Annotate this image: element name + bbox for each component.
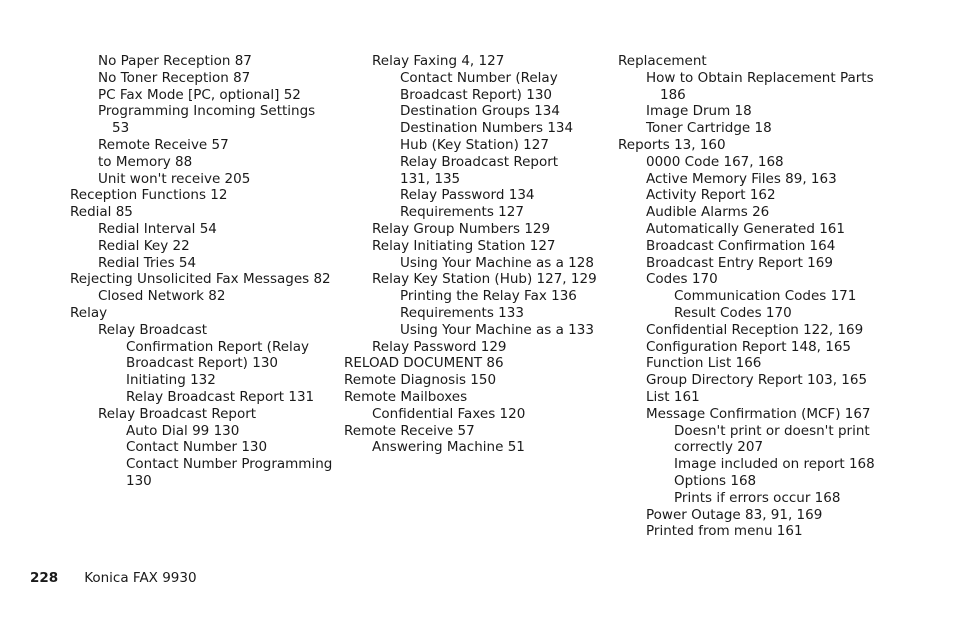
index-entry: Contact Number Programming <box>126 456 333 473</box>
index-entry: correctly 207 <box>674 439 764 456</box>
index-entry: Destination Numbers 134 <box>400 120 574 137</box>
index-entry: 53 <box>112 120 130 137</box>
index-entry: Relay Password 134 <box>400 187 535 204</box>
index-entry: Relay Broadcast Report <box>400 153 559 170</box>
index-entry: Audible Alarms 26 <box>646 204 770 221</box>
index-entry: List 161 <box>646 388 700 405</box>
index-column-1 <box>70 53 332 490</box>
index-entry: Redial Interval 54 <box>98 220 217 237</box>
index-entry: Broadcast Entry Report 169 <box>646 254 833 271</box>
index-entry: Broadcast Confirmation 164 <box>646 237 836 254</box>
index-entry: 130 <box>126 472 152 489</box>
index-entry: Result Codes 170 <box>674 304 792 321</box>
page-number: 228 <box>30 570 59 586</box>
index-entry: Requirements 133 <box>400 304 524 321</box>
index-entry: Programming Incoming Settings <box>98 103 316 120</box>
index-entry: Function List 166 <box>646 355 762 372</box>
index-entry: Activity Report 162 <box>646 187 776 204</box>
index-entry: Automatically Generated 161 <box>646 220 845 237</box>
index-entry: Confidential Reception 122, 169 <box>646 321 864 338</box>
index-entry: 186 <box>660 86 686 103</box>
index-entry: Relay Key Station (Hub) 127, 129 <box>372 271 597 288</box>
index-entry: Confirmation Report (Relay <box>126 338 310 355</box>
index-entry: No Paper Reception 87 <box>98 53 252 69</box>
index-entry: Image Drum 18 <box>646 103 752 120</box>
index-entry: No Toner Reception 87 <box>98 69 251 86</box>
index-entry: Prints if errors occur 168 <box>674 489 841 506</box>
index-entry: Closed Network 82 <box>98 288 226 305</box>
index-entry: Relay Group Numbers 129 <box>372 220 551 237</box>
index-entry: Destination Groups 134 <box>400 103 560 120</box>
index-entry: Printed from menu 161 <box>646 523 803 540</box>
index-entry: Printing the Relay Fax 136 <box>400 288 577 305</box>
index-entry: Options 168 <box>674 472 757 489</box>
index-entry: Unit won't receive 205 <box>98 170 251 187</box>
index-entry: Redial Tries 54 <box>98 254 197 271</box>
index-entry: to Memory 88 <box>98 153 193 170</box>
index-entry: Toner Cartridge 18 <box>646 120 772 137</box>
index-entry: Answering Machine 51 <box>372 439 525 456</box>
index-entry: Relay <box>70 304 108 321</box>
index-entry: Requirements 127 <box>400 204 524 221</box>
index-entry: Hub (Key Station) 127 <box>400 136 549 153</box>
index-entry: Remote Receive 57 <box>98 136 229 153</box>
index-entry: Group Directory Report 103, 165 <box>646 372 868 389</box>
index-entry: Reports 13, 160 <box>618 136 726 153</box>
index-column-3 <box>618 53 898 540</box>
index-entry: Redial Key 22 <box>98 237 190 254</box>
index-entry: Broadcast Report) 130 <box>400 86 553 103</box>
index-entry: Redial 85 <box>70 204 133 221</box>
index-entry: PC Fax Mode [PC, optional] 52 <box>98 86 301 103</box>
index-entry: Active Memory Files 89, 163 <box>646 170 837 187</box>
document-title: Konica FAX 9930 <box>84 570 197 586</box>
index-entry: Codes 170 <box>646 271 718 288</box>
index-entry: Relay Password 129 <box>372 338 507 355</box>
index-entry: Using Your Machine as a 133 <box>400 321 594 338</box>
index-entry: Remote Mailboxes <box>344 388 468 405</box>
index-entry: Power Outage 83, 91, 169 <box>646 506 823 523</box>
index-entry: Image included on report 168 <box>674 456 875 473</box>
index-entry: Replacement <box>618 53 707 69</box>
index-entry: Relay Initiating Station 127 <box>372 237 556 254</box>
index-entry: How to Obtain Replacement Parts <box>646 69 874 86</box>
index-entry: Relay Broadcast Report 131 <box>126 388 315 405</box>
index-entry: Remote Diagnosis 150 <box>344 372 497 389</box>
index-entry: Contact Number 130 <box>126 439 268 456</box>
index-entry: Communication Codes 171 <box>674 288 857 305</box>
index-entry: Using Your Machine as a 128 <box>400 254 594 271</box>
index-entry: Contact Number (Relay <box>400 69 558 86</box>
index-entry: Remote Receive 57 <box>344 422 475 439</box>
index-entry: Relay Broadcast <box>98 321 208 338</box>
index-entry: Configuration Report 148, 165 <box>646 338 852 355</box>
index-column-2 <box>344 53 604 456</box>
index-entry: Rejecting Unsolicited Fax Messages 82 <box>70 271 331 288</box>
index-entry: Confidential Faxes 120 <box>372 405 526 422</box>
index-entry: Reception Functions 12 <box>70 187 228 204</box>
page-footer <box>30 569 197 587</box>
index-entry: Message Confirmation (MCF) 167 <box>646 405 871 422</box>
index-entry: Relay Faxing 4, 127 <box>372 53 505 69</box>
index-entry: 0000 Code 167, 168 <box>646 153 784 170</box>
index-entry: Doesn't print or doesn't print <box>674 422 870 439</box>
index-entry: RELOAD DOCUMENT 86 <box>344 355 504 372</box>
index-entry: 131, 135 <box>400 170 461 187</box>
index-entry: Relay Broadcast Report <box>98 405 257 422</box>
index-entry: Initiating 132 <box>126 372 216 389</box>
index-entry: Broadcast Report) 130 <box>126 355 279 372</box>
index-entry: Auto Dial 99 130 <box>126 422 240 439</box>
